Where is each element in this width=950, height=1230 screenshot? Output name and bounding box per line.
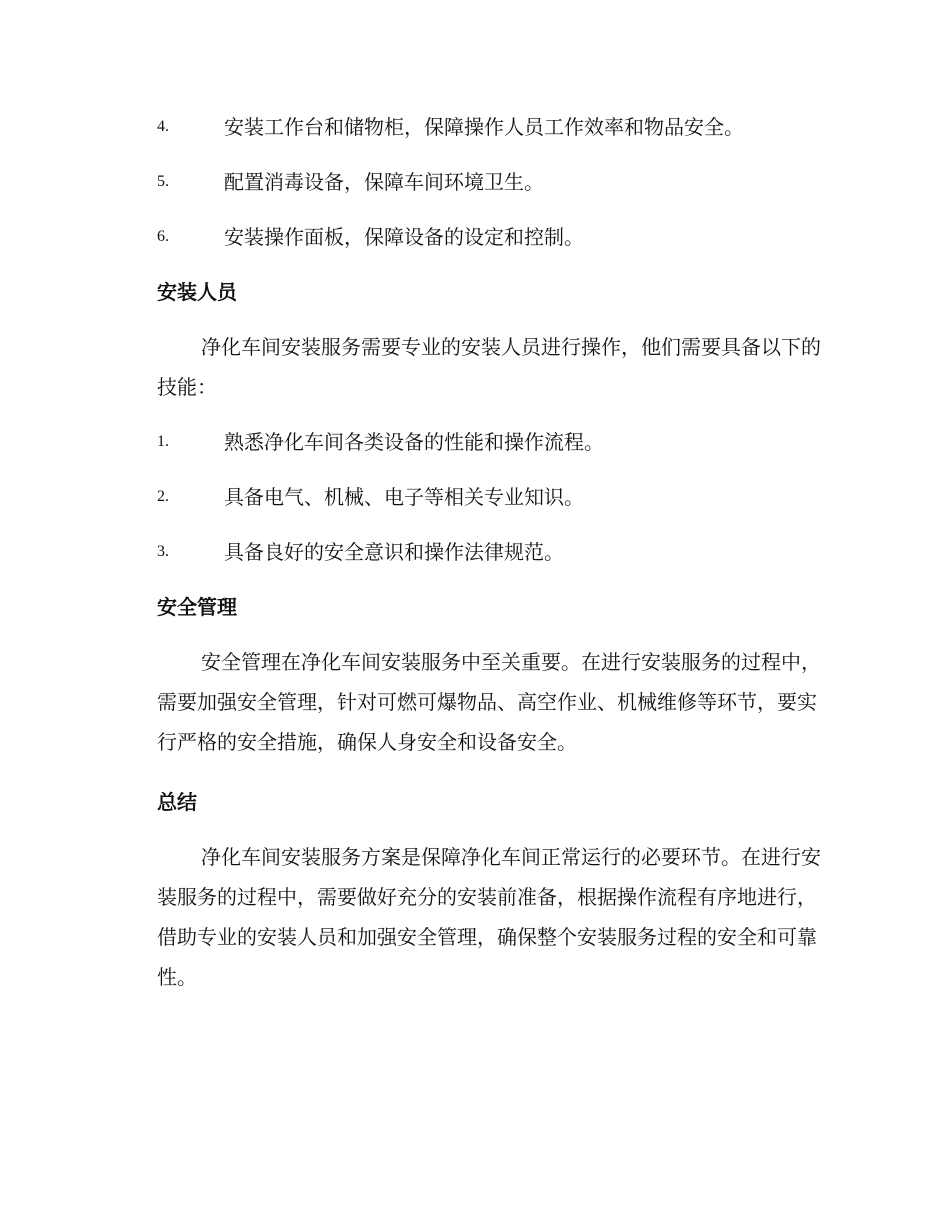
section-heading-summary: 总结 (157, 790, 197, 814)
list-text: 具备电气、机械、电子等相关专业知识。 (224, 485, 584, 509)
list-text: 具备良好的安全意识和操作法律规范。 (224, 540, 564, 564)
paragraph-line: 借助专业的安装人员和加强安全管理，确保整个安装服务过程的安全和可靠 (157, 925, 817, 949)
paragraph-line: 技能： (157, 375, 217, 399)
list-number: 1. (157, 433, 169, 450)
list-text: 配置消毒设备，保障车间环境卫生。 (224, 170, 544, 194)
paragraph-line: 安全管理在净化车间安装服务中至关重要。在进行安装服务的过程中， (201, 650, 821, 674)
list-number: 4. (157, 118, 169, 135)
paragraph-line: 性。 (157, 965, 197, 989)
paragraph-safety (113, 642, 831, 762)
paragraph-line: 需要加强安全管理，针对可燃可爆物品、高空作业、机械维修等环节，要实 (157, 690, 817, 714)
paragraph-line: 装服务的过程中，需要做好充分的安装前准备，根据操作流程有序地进行， (157, 885, 817, 909)
list-item (0, 220, 950, 254)
paragraph-line: 行严格的安全措施，确保人身安全和设备安全。 (157, 730, 577, 754)
list-item (0, 165, 950, 199)
list-item (0, 480, 950, 514)
list-number: 6. (157, 228, 169, 245)
list-item (0, 110, 950, 144)
list-item (0, 425, 950, 459)
list-text: 安装操作面板，保障设备的设定和控制。 (224, 225, 584, 249)
list-text: 安装工作台和储物柜，保障操作人员工作效率和物品安全。 (224, 115, 744, 139)
section-heading-installers: 安装人员 (157, 280, 237, 304)
paragraph-line: 净化车间安装服务需要专业的安装人员进行操作，他们需要具备以下的 (201, 335, 821, 359)
paragraph-line: 净化车间安装服务方案是保障净化车间正常运行的必要环节。在进行安 (201, 845, 821, 869)
paragraph-summary (113, 837, 831, 997)
list-number: 5. (157, 173, 169, 190)
list-number: 3. (157, 543, 169, 560)
section-heading-safety: 安全管理 (157, 595, 237, 619)
list-item (0, 535, 950, 569)
paragraph-installers (113, 327, 831, 407)
list-text: 熟悉净化车间各类设备的性能和操作流程。 (224, 430, 604, 454)
list-number: 2. (157, 488, 169, 505)
